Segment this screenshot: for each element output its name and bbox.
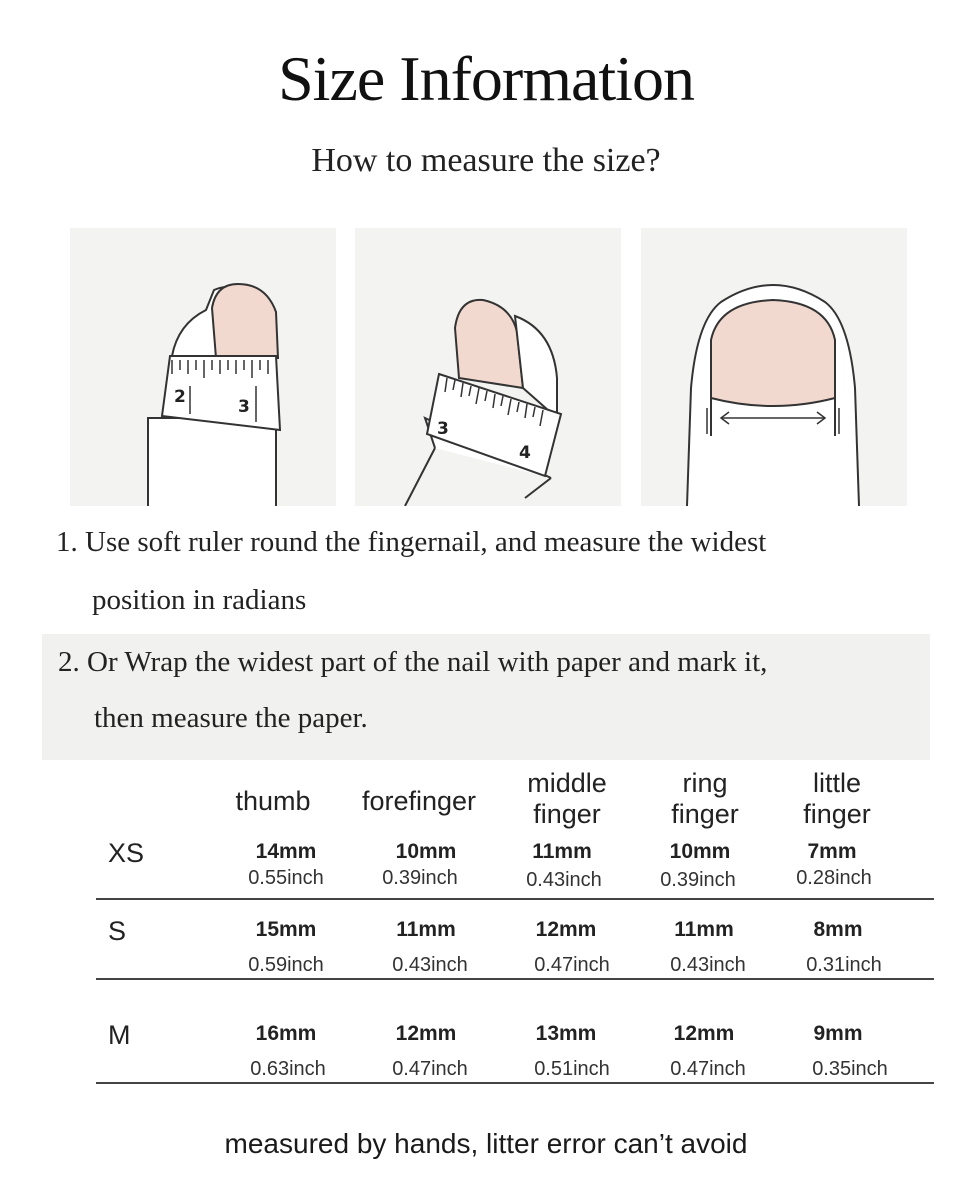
illustration-ruler-around-nail <box>70 228 336 506</box>
cell-mm: 7mm <box>807 840 857 863</box>
cell-mm: 11mm <box>532 840 592 863</box>
cell-mm: 12mm <box>395 1022 457 1045</box>
cell-inch: 0.43inch <box>526 869 602 891</box>
row-divider <box>96 1082 934 1084</box>
row-divider <box>96 898 934 900</box>
column-header-ring-finger: ring finger <box>671 768 739 829</box>
cell-mm: 12mm <box>673 1022 735 1045</box>
finger-ruler-icon <box>70 228 336 506</box>
cell-inch: 0.63inch <box>250 1058 326 1080</box>
instruction-line: then measure the paper. <box>94 702 368 734</box>
cell-mm: 10mm <box>395 840 457 863</box>
instruction-step-2 <box>42 634 930 760</box>
instruction-line: position in radians <box>92 584 307 616</box>
cell-mm: 15mm <box>255 918 317 941</box>
cell-inch: 0.47inch <box>392 1058 468 1080</box>
cell-mm: 10mm <box>669 840 731 863</box>
cell-inch: 0.51inch <box>534 1058 610 1080</box>
row-divider <box>96 978 934 980</box>
row-label-xs: XS <box>108 838 145 868</box>
column-header-little-finger: little finger <box>803 768 871 829</box>
instruction-line: 1. Use soft ruler round the fingernail, and measure the widest <box>56 526 767 558</box>
cell-inch: 0.59inch <box>248 954 324 976</box>
cell-mm: 16mm <box>255 1022 317 1045</box>
cell-mm: 13mm <box>535 1022 597 1045</box>
column-header-middle-finger: middle finger <box>527 768 607 829</box>
cell-inch: 0.28inch <box>796 867 872 889</box>
cell-inch: 0.39inch <box>660 869 736 891</box>
ruler-mark: 3 <box>437 419 449 439</box>
cell-mm: 11mm <box>674 918 734 941</box>
page-subtitle: How to measure the size? <box>311 142 661 179</box>
column-header-thumb: thumb <box>235 786 311 816</box>
finger-ruler-tilted-icon <box>355 228 621 506</box>
cell-inch: 0.43inch <box>392 954 468 976</box>
cell-mm: 12mm <box>535 918 597 941</box>
nail-width-arrow-icon <box>641 228 907 506</box>
cell-mm: 14mm <box>255 840 317 863</box>
illustration-ruler-tilted <box>355 228 621 506</box>
cell-inch: 0.47inch <box>670 1058 746 1080</box>
cell-mm: 11mm <box>396 918 456 941</box>
ruler-mark: 2 <box>174 387 186 407</box>
cell-inch: 0.39inch <box>382 867 458 889</box>
column-header-forefinger: forefinger <box>361 786 477 816</box>
cell-inch: 0.35inch <box>812 1058 888 1080</box>
cell-inch: 0.31inch <box>806 954 882 976</box>
page-title: Size Information <box>278 43 694 114</box>
cell-mm: 8mm <box>813 918 863 941</box>
cell-mm: 9mm <box>813 1022 863 1045</box>
size-table <box>0 760 972 1090</box>
row-label-m: M <box>108 1020 131 1050</box>
cell-inch: 0.47inch <box>534 954 610 976</box>
footnote: measured by hands, litter error can’t avoid <box>224 1128 748 1159</box>
illustration-nail-width <box>641 228 907 506</box>
instruction-line: 2. Or Wrap the widest part of the nail with paper and mark it, <box>58 646 768 678</box>
cell-inch: 0.43inch <box>670 954 746 976</box>
ruler-mark: 4 <box>519 443 531 463</box>
ruler-mark: 3 <box>238 397 250 417</box>
cell-inch: 0.55inch <box>248 867 324 889</box>
row-label-s: S <box>108 916 127 946</box>
